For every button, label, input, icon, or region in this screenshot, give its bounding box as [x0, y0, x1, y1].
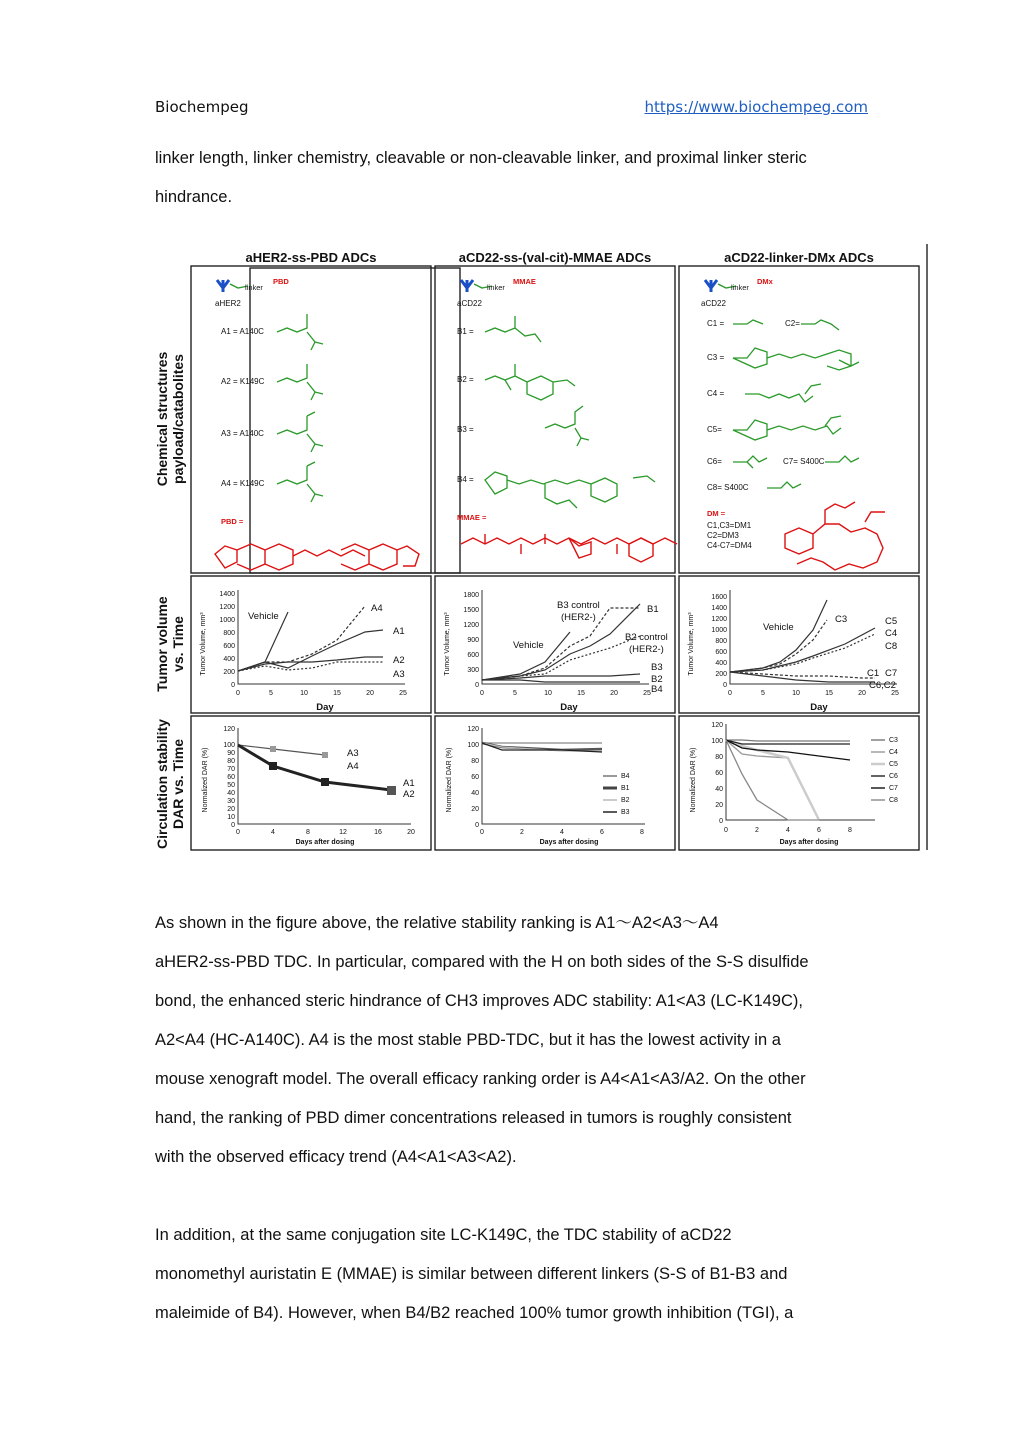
dar-chart-2 — [446, 726, 645, 846]
svg-text:(HER2-): (HER2-) — [561, 612, 596, 623]
row-title: DAR vs. Time — [170, 739, 186, 829]
svg-text:1200: 1200 — [711, 616, 727, 623]
svg-text:C6: C6 — [889, 773, 898, 780]
svg-text:120: 120 — [711, 722, 723, 729]
column-title: aHER2-ss-PBD ADCs — [245, 250, 377, 265]
axis-label: Tumor Volume, mm³ — [688, 612, 695, 676]
svg-text:100: 100 — [711, 738, 723, 745]
svg-text:10: 10 — [792, 690, 800, 697]
svg-text:600: 600 — [223, 643, 235, 650]
svg-text:A2: A2 — [403, 789, 415, 800]
dar-chart-1 — [202, 726, 415, 846]
text-line: hindrance. — [155, 188, 233, 206]
svg-text:C8: C8 — [889, 797, 898, 804]
adc-figure — [154, 244, 930, 852]
svg-text:8: 8 — [640, 829, 644, 836]
tumor-chart-1 — [200, 590, 407, 713]
svg-text:30: 30 — [227, 798, 235, 805]
structure-label: C8= S400C — [707, 483, 749, 492]
svg-text:15: 15 — [577, 690, 585, 697]
svg-text:B4: B4 — [621, 773, 630, 780]
row-title: Tumor volume — [154, 596, 170, 692]
structure-label: C7= S400C — [783, 457, 825, 466]
axis-label: Normalized DAR (%) — [690, 747, 697, 813]
svg-text:70: 70 — [227, 766, 235, 773]
text-line: bond, the enhanced steric hindrance of CH3 improves ADC stability: A1<A3 (LC-K149C), — [155, 992, 803, 1010]
svg-text:0: 0 — [719, 818, 723, 825]
svg-text:16: 16 — [374, 829, 382, 836]
axis-label: Days after dosing — [539, 839, 599, 846]
svg-text:20: 20 — [227, 806, 235, 813]
pbd-structure — [215, 544, 419, 570]
text-line: As shown in the figure above, the relative stability ranking is A1～A2<A3～A4 — [155, 914, 719, 932]
header-brand: Biochempeg — [155, 98, 249, 116]
structure-label: C5= — [707, 425, 722, 434]
antibody-label: aCD22 — [701, 299, 726, 308]
text-line: A2<A4 (HC-A140C). A4 is the most stable PBD-TDC, but it has the lowest activity in a — [155, 1031, 781, 1049]
svg-text:10: 10 — [300, 690, 308, 697]
svg-text:A1: A1 — [403, 778, 415, 789]
svg-text:(HER2-): (HER2-) — [629, 644, 664, 655]
svg-text:60: 60 — [227, 774, 235, 781]
paragraph-mmae — [155, 1216, 875, 1333]
svg-text:A2: A2 — [393, 655, 405, 666]
structure-label: C4 = — [707, 389, 725, 398]
antibody-icon — [705, 280, 717, 292]
chem-structures-her2 — [215, 277, 419, 570]
svg-text:B3: B3 — [651, 662, 663, 673]
svg-text:400: 400 — [715, 660, 727, 667]
svg-text:C7: C7 — [889, 785, 898, 792]
axis-label: Days after dosing — [779, 839, 839, 846]
svg-text:120: 120 — [223, 726, 235, 733]
dar-legend — [603, 773, 630, 816]
structure-label: B3 = — [457, 425, 474, 434]
svg-text:B3 control: B3 control — [557, 600, 600, 611]
paragraph-stability — [155, 904, 875, 1177]
structure-label: C6= — [707, 457, 722, 466]
svg-text:0: 0 — [475, 682, 479, 689]
svg-text:C3: C3 — [835, 614, 848, 625]
svg-text:60: 60 — [471, 774, 479, 781]
svg-text:900: 900 — [467, 637, 479, 644]
svg-text:20: 20 — [407, 829, 415, 836]
svg-text:0: 0 — [236, 690, 240, 697]
svg-text:20: 20 — [366, 690, 374, 697]
svg-text:A4: A4 — [371, 603, 383, 614]
svg-text:600: 600 — [467, 652, 479, 659]
structure-label: B2 = — [457, 375, 474, 384]
chem-structures-mmae — [457, 277, 677, 562]
structure-label: B4 = — [457, 475, 474, 484]
svg-text:20: 20 — [610, 690, 618, 697]
text-line: hand, the ranking of PBD dimer concentrations released in tumors is roughly consistent — [155, 1109, 792, 1127]
svg-text:80: 80 — [471, 758, 479, 765]
svg-text:20: 20 — [715, 802, 723, 809]
payload-note: C1,C3=DM1 — [707, 521, 752, 530]
svg-text:5: 5 — [513, 690, 517, 697]
axis-label: Days after dosing — [295, 839, 355, 846]
svg-text:40: 40 — [471, 790, 479, 797]
svg-text:15: 15 — [825, 690, 833, 697]
payload-label: PBD = — [221, 517, 244, 526]
svg-text:B2: B2 — [651, 674, 663, 685]
svg-text:C5: C5 — [889, 761, 898, 768]
svg-text:25: 25 — [891, 690, 899, 697]
row-title: payload/catabolites — [170, 354, 186, 484]
linker-label: linker — [731, 283, 749, 292]
structure-label: C2= — [785, 319, 800, 328]
svg-text:2: 2 — [755, 827, 759, 834]
svg-text:20: 20 — [471, 806, 479, 813]
svg-text:C8: C8 — [885, 641, 898, 652]
panel-grid — [191, 244, 927, 850]
svg-text:1200: 1200 — [219, 604, 235, 611]
structure-label: B1 = — [457, 327, 474, 336]
chem-structures-dmx — [701, 277, 885, 570]
payload-note: C2=DM3 — [707, 531, 739, 540]
svg-text:4: 4 — [786, 827, 790, 834]
svg-text:1600: 1600 — [711, 594, 727, 601]
svg-text:40: 40 — [227, 790, 235, 797]
svg-text:300: 300 — [467, 667, 479, 674]
svg-text:1500: 1500 — [463, 607, 479, 614]
svg-text:80: 80 — [227, 758, 235, 765]
svg-text:1200: 1200 — [463, 622, 479, 629]
svg-text:4: 4 — [560, 829, 564, 836]
axis-label: Day — [560, 702, 578, 713]
dar-chart-3 — [690, 722, 898, 846]
svg-text:0: 0 — [724, 827, 728, 834]
text-line: In addition, at the same conjugation site LC-K149C, the TDC stability of aCD22 — [155, 1226, 732, 1244]
axis-label: Day — [316, 702, 334, 713]
svg-text:6: 6 — [600, 829, 604, 836]
svg-text:100: 100 — [467, 742, 479, 749]
svg-text:0: 0 — [728, 690, 732, 697]
structure-label: A1 = A140C — [221, 327, 264, 336]
svg-text:2: 2 — [520, 829, 524, 836]
axis-label: Normalized DAR (%) — [446, 747, 453, 813]
svg-text:Vehicle: Vehicle — [763, 622, 794, 633]
svg-text:80: 80 — [715, 754, 723, 761]
svg-text:1000: 1000 — [711, 627, 727, 634]
svg-text:0: 0 — [231, 822, 235, 829]
linker-label: linker — [487, 283, 505, 292]
structure-label: C3 = — [707, 353, 725, 362]
svg-text:120: 120 — [467, 726, 479, 733]
svg-text:400: 400 — [223, 656, 235, 663]
svg-text:C3: C3 — [889, 737, 898, 744]
axis-label: Normalized DAR (%) — [202, 747, 209, 813]
text-line: linker length, linker chemistry, cleavable or non-cleavable linker, and proximal linker steric — [155, 149, 807, 167]
structure-label: A2 = K149C — [221, 377, 265, 386]
svg-text:0: 0 — [236, 829, 240, 836]
svg-text:50: 50 — [227, 782, 235, 789]
row-title: vs. Time — [170, 616, 186, 672]
text-line: maleimide of B4). However, when B4/B2 reached 100% tumor growth inhibition (TGI), a — [155, 1304, 794, 1322]
svg-text:1000: 1000 — [219, 617, 235, 624]
svg-text:100: 100 — [223, 742, 235, 749]
tumor-chart-3 — [688, 590, 899, 713]
svg-text:5: 5 — [761, 690, 765, 697]
svg-text:Vehicle: Vehicle — [248, 611, 279, 622]
svg-text:90: 90 — [227, 750, 235, 757]
header-url-link[interactable]: https://www.biochempeg.com — [644, 98, 868, 116]
svg-text:200: 200 — [715, 671, 727, 678]
antibody-label: aHER2 — [215, 299, 241, 308]
svg-text:C5: C5 — [885, 616, 898, 627]
svg-text:A1: A1 — [393, 626, 405, 637]
svg-text:1400: 1400 — [711, 605, 727, 612]
svg-text:0: 0 — [475, 822, 479, 829]
svg-text:200: 200 — [223, 669, 235, 676]
axis-label: Tumor Volume, mm³ — [444, 612, 451, 676]
svg-text:8: 8 — [306, 829, 310, 836]
svg-text:B4: B4 — [651, 684, 663, 695]
payload-label: MMAE — [513, 277, 536, 286]
svg-text:A3: A3 — [347, 748, 359, 759]
svg-text:15: 15 — [333, 690, 341, 697]
payload-label: MMAE = — [457, 513, 487, 522]
svg-text:25: 25 — [399, 690, 407, 697]
svg-text:0: 0 — [231, 682, 235, 689]
svg-text:C4: C4 — [889, 749, 898, 756]
tumor-chart-2 — [444, 590, 668, 713]
column-title: aCD22-linker-DMx ADCs — [724, 250, 874, 265]
svg-text:0: 0 — [480, 690, 484, 697]
svg-text:4: 4 — [271, 829, 275, 836]
payload-label: DM = — [707, 509, 726, 518]
structure-label: C1 = — [707, 319, 725, 328]
dar-legend — [871, 737, 898, 804]
svg-text:12: 12 — [339, 829, 347, 836]
payload-label: PBD — [273, 277, 289, 286]
svg-text:40: 40 — [715, 786, 723, 793]
column-title: aCD22-ss-(val-cit)-MMAE ADCs — [458, 250, 652, 265]
intro-paragraph — [155, 139, 875, 217]
svg-text:C6,C2: C6,C2 — [869, 680, 896, 691]
svg-text:0: 0 — [480, 829, 484, 836]
antibody-icon — [217, 280, 229, 292]
antibody-icon — [461, 280, 473, 292]
panel-border — [250, 268, 460, 573]
mmae-structure — [461, 534, 677, 562]
svg-text:B2: B2 — [621, 797, 630, 804]
svg-text:Vehicle: Vehicle — [513, 640, 544, 651]
svg-text:10: 10 — [544, 690, 552, 697]
svg-text:5: 5 — [269, 690, 273, 697]
dm-structure — [785, 502, 885, 570]
svg-text:B1: B1 — [647, 604, 659, 615]
svg-text:C7: C7 — [885, 668, 898, 679]
svg-text:0: 0 — [723, 682, 727, 689]
text-line: monomethyl auristatin E (MMAE) is similar between different linkers (S-S of B1-B3 and — [155, 1265, 788, 1283]
row-title: Chemical structures — [154, 351, 170, 487]
svg-text:B2 control: B2 control — [625, 632, 668, 643]
svg-text:B3: B3 — [621, 809, 630, 816]
svg-text:10: 10 — [227, 814, 235, 821]
svg-text:A3: A3 — [393, 669, 405, 680]
svg-text:600: 600 — [715, 649, 727, 656]
svg-text:60: 60 — [715, 770, 723, 777]
svg-text:B1: B1 — [621, 785, 630, 792]
payload-note: C4-C7=DM4 — [707, 541, 752, 550]
structure-label: A3 = A140C — [221, 429, 264, 438]
svg-text:8: 8 — [848, 827, 852, 834]
payload-label: DMx — [757, 277, 773, 286]
svg-text:1800: 1800 — [463, 592, 479, 599]
text-line: with the observed efficacy trend (A4<A1<A3<A2). — [155, 1148, 517, 1166]
svg-text:800: 800 — [223, 630, 235, 637]
row-title: Circulation stability — [154, 719, 170, 849]
svg-text:C1: C1 — [867, 668, 880, 679]
svg-text:6: 6 — [817, 827, 821, 834]
svg-text:20: 20 — [858, 690, 866, 697]
text-line: aHER2-ss-PBD TDC. In particular, compared with the H on both sides of the S-S disulfide — [155, 953, 809, 971]
svg-text:A4: A4 — [347, 761, 359, 772]
axis-label: Day — [810, 702, 828, 713]
structure-label: A4 = K149C — [221, 479, 265, 488]
svg-text:1400: 1400 — [219, 591, 235, 598]
svg-text:25: 25 — [643, 690, 651, 697]
svg-text:C4: C4 — [885, 628, 898, 639]
antibody-label: aCD22 — [457, 299, 482, 308]
text-line: mouse xenograft model. The overall efficacy ranking order is A4<A1<A3/A2. On the other — [155, 1070, 806, 1088]
linker-label: linker — [245, 283, 263, 292]
svg-text:800: 800 — [715, 638, 727, 645]
axis-label: Tumor Volume, mm³ — [200, 612, 207, 676]
